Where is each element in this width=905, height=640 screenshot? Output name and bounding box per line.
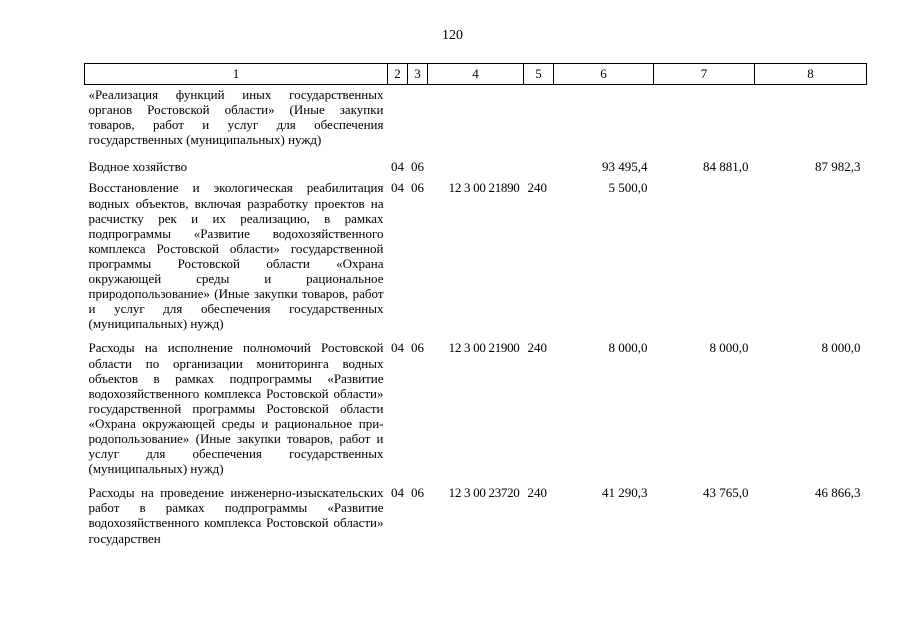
row-amount-year-1: 8 000,0 (608, 340, 648, 356)
row-expense-type (524, 156, 554, 180)
row-subsection: 06 (411, 485, 424, 501)
row-name: Водное хозяйство (88, 159, 188, 175)
row-target-article (428, 85, 524, 157)
row-amount-year-2 (654, 180, 755, 340)
table-row (85, 485, 867, 545)
row-amount-year-1 (554, 85, 654, 157)
row-name: «Реализация функций иных государственных органов Ростовской области» (Иные закупки товаров, работ и услуг для обеспечения государственных (муниципальных) нужд) (88, 87, 384, 148)
row-amount-year-3 (755, 180, 867, 340)
row-amount-year-1: 41 290,3 (602, 485, 648, 501)
column-header-year-1: 6 (554, 64, 654, 85)
row-amount-year-2 (654, 85, 755, 157)
column-header-expense-type: 5 (524, 64, 554, 85)
row-target-article: 12 3 00 23720 (448, 485, 520, 501)
row-name: Расходы на исполнение полномочий Ростовской области по организации мониторинга водных объектов в рамках подпрограммы «Развитие водохозяйственного комплекса Ростовской области» государственной программы Ростовской области «Охрана окружающей среды и рациональное природопользование» (Иные закупки товаров, работ и услуг для обеспечения государственных (муниципальных) нужд) (88, 340, 384, 477)
row-expense-type: 240 (527, 180, 547, 196)
column-header-name: 1 (85, 64, 388, 85)
table-row (85, 156, 867, 180)
row-subsection (408, 85, 428, 157)
row-section (388, 85, 408, 157)
row-target-article (428, 156, 524, 180)
column-header-year-2: 7 (654, 64, 755, 85)
row-section: 04 (391, 159, 404, 175)
row-amount-year-2: 84 881,0 (703, 159, 749, 175)
column-header-section: 2 (388, 64, 408, 85)
table-header (85, 64, 867, 85)
row-amount-year-2: 43 765,0 (703, 485, 749, 501)
row-amount-year-1: 93 495,4 (602, 159, 648, 175)
table-body (85, 85, 867, 546)
row-name: Расходы на проведение инженерно-изыскательских работ в рамках подпрограммы «Развитие водохозяйственного комплекса Ростовской области» государствен (88, 485, 384, 546)
row-section: 04 (391, 340, 404, 356)
header-row (85, 64, 867, 85)
row-amount-year-1: 5 500,0 (608, 180, 648, 196)
row-name: Восстановление и экологическая реабилитация водных объектов, включая разработку проектов на расчистку рек и их реализацию, в рамках подпрограммы «Развитие водохозяйственного комплекса Ростовской области» государственной программы Ростовской области «Охрана окружающей среды и рациональное природопользование» (Иные закупки товаров, работ и услуг для обеспечения государственных (муниципальных) нужд) (88, 180, 384, 332)
row-subsection: 06 (411, 340, 424, 356)
row-section: 04 (391, 180, 404, 196)
row-amount-year-3: 87 982,3 (815, 159, 861, 175)
column-header-target-article: 4 (428, 64, 524, 85)
table-row (85, 85, 867, 157)
table-row (85, 340, 867, 485)
row-expense-type: 240 (527, 340, 547, 356)
row-subsection: 06 (411, 180, 424, 196)
row-amount-year-2: 8 000,0 (709, 340, 749, 356)
row-expense-type (524, 85, 554, 157)
row-amount-year-3 (755, 85, 867, 157)
row-subsection: 06 (411, 159, 424, 175)
column-header-subsection: 3 (408, 64, 428, 85)
column-header-year-3: 8 (755, 64, 867, 85)
row-expense-type: 240 (527, 485, 547, 501)
row-target-article: 12 3 00 21890 (448, 180, 520, 196)
row-section: 04 (391, 485, 404, 501)
row-amount-year-3: 46 866,3 (815, 485, 861, 501)
page-number: 120 (442, 28, 463, 43)
row-target-article: 12 3 00 21900 (448, 340, 520, 356)
budget-table (84, 63, 867, 546)
row-amount-year-3: 8 000,0 (821, 340, 861, 356)
table-row (85, 180, 867, 340)
